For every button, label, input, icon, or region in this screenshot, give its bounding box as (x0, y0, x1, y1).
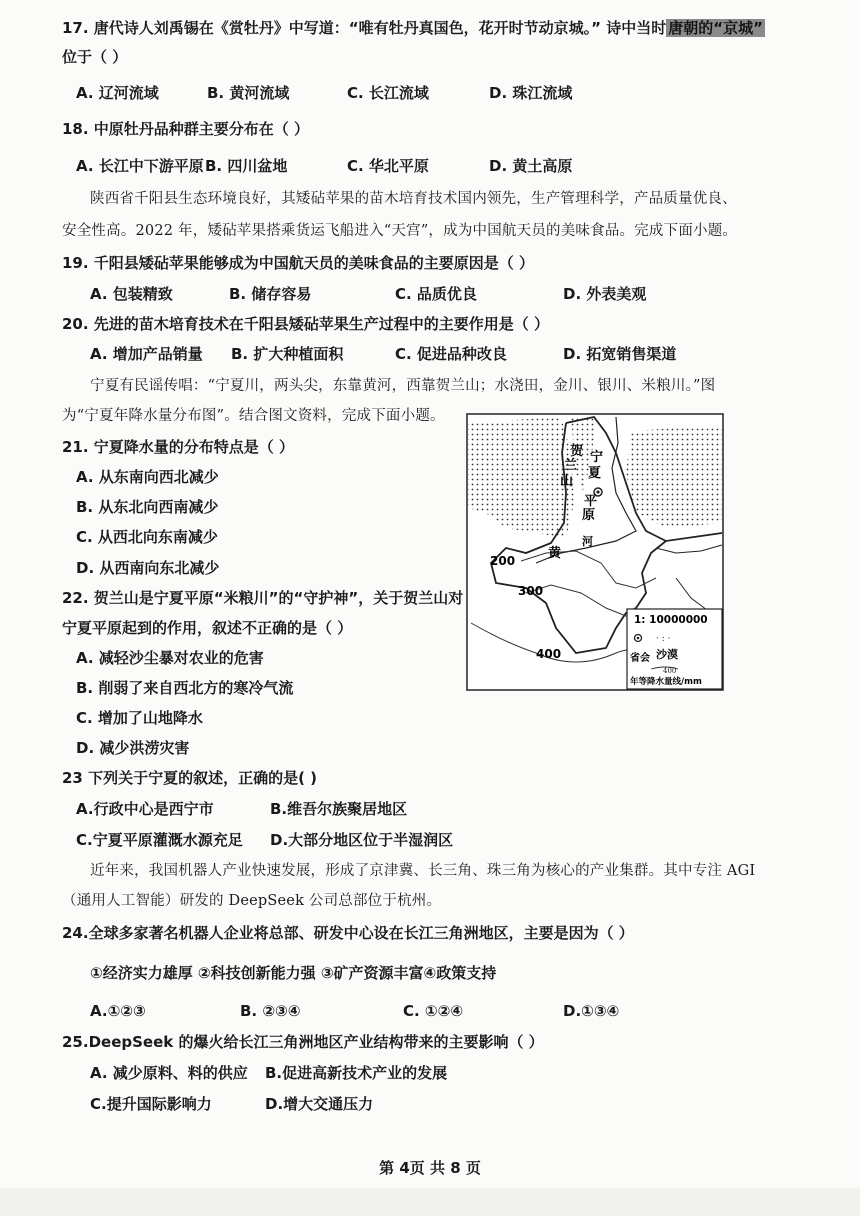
passage-robot-line2: （通用人工智能）研发的 DeepSeek 公司总部位于杭州。 (62, 893, 442, 909)
q25-stem: 25.DeepSeek 的爆火给长江三角洲地区产业结构带来的主要影响（ ） (62, 1033, 544, 1051)
legend-desert-dots-icon: · : · (656, 634, 671, 644)
q23-option-d: D.大部分地区位于半湿润区 (270, 831, 454, 849)
q25-option-b: B.促进高新技术产业的发展 (265, 1064, 448, 1082)
map-label-shan: 山 (560, 474, 574, 489)
legend-capital-label: 省会 (630, 653, 650, 664)
q24-option-d: D.①③④ (563, 1002, 620, 1020)
desert-east (626, 425, 722, 528)
ningxia-precipitation-map (466, 413, 724, 691)
q19-option-d: D. 外表美观 (563, 285, 647, 303)
passage-apple-line2: 安全性高。2022 年，矮砧苹果搭乘货运飞船进入“天宫”，成为中国航天员的美味食品。完成下面小题。 (62, 223, 738, 239)
q22-option-c: C. 增加了山地降水 (76, 709, 203, 727)
map-label-xia: 夏 (588, 466, 602, 481)
legend-isoline-value: 400 (663, 667, 677, 675)
passage-robot-line1: 近年来，我国机器人产业快速发展，形成了京津冀、长三角、珠三角为核心的产业集群。其中专注 AGI (90, 863, 756, 879)
q23-option-b: B.维吾尔族聚居地区 (270, 800, 408, 818)
legend-isoline-label: 年等降水量线/mm (630, 677, 702, 687)
q22-option-d: D. 减少洪涝灾害 (76, 739, 190, 757)
q17-option-d: D. 珠江流域 (489, 84, 573, 102)
q22-stem-line2: 宁夏平原起到的作用，叙述不正确的是（ ） (62, 619, 353, 637)
q17-stem-text: 17. 唐代诗人刘禹锡在《赏牡丹》中写道：“唯有牡丹真国色，花开时节动京城。” 诗中当时 (62, 19, 667, 37)
q18-option-d: D. 黄土高原 (489, 157, 573, 175)
q17-option-c: C. 长江流域 (347, 84, 429, 102)
q18-option-c: C. 华北平原 (347, 157, 429, 175)
q22-option-a: A. 减轻沙尘暴对农业的危害 (76, 649, 264, 667)
q22-stem-line1: 22. 贺兰山是宁夏平原“米粮川”的“守护神”，关于贺兰山对 (62, 589, 464, 607)
q19-option-c: C. 品质优良 (395, 285, 477, 303)
q24-option-c: C. ①②④ (403, 1002, 464, 1020)
q24-stem: 24.全球多家著名机器人企业将总部、研发中心设在长江三角洲地区，主要是因为（ ） (62, 924, 634, 942)
map-label-huang: 黄 (548, 546, 562, 561)
q20-option-c: C. 促进品种改良 (395, 345, 507, 363)
passage-apple-line1: 陕西省千阳县生态环境良好，其矮砧苹果的苗木培育技术国内领先，生产管理科学，产品质量优良、 (90, 191, 737, 207)
map-label-ping: 平 (584, 494, 598, 509)
q23-option-a: A.行政中心是西宁市 (76, 800, 214, 818)
q21-stem: 21. 宁夏降水量的分布特点是（ ） (62, 438, 295, 456)
q25-option-d: D.增大交通压力 (265, 1095, 374, 1113)
page-number: 第 4页 共 8 页 (379, 1159, 481, 1177)
q22-option-b: B. 削弱了来自西北方的寒冷气流 (76, 679, 294, 697)
q20-option-b: B. 扩大种植面积 (231, 345, 344, 363)
q19-option-b: B. 储存容易 (229, 285, 312, 303)
isoline-label-200: 200 (490, 554, 516, 568)
q17-stem (62, 17, 765, 39)
q21-option-b: B. 从东北向西南减少 (76, 498, 219, 516)
q17-highlight: 唐朝的“京城” (668, 19, 763, 37)
q20-option-a: A. 增加产品销量 (90, 345, 203, 363)
legend-desert-label: 沙漠 (656, 648, 678, 661)
q21-option-d: D. 从西南向东北减少 (76, 559, 220, 577)
q18-option-b: B. 四川盆地 (205, 157, 288, 175)
scan-bottom-edge (0, 1188, 860, 1216)
map-label-lan: 兰 (564, 458, 578, 473)
q23-stem: 23 下列关于宁夏的叙述，正确的是( ) (62, 769, 318, 787)
isoline-label-400: 400 (536, 647, 562, 661)
q25-option-a: A. 减少原料、料的供应 (90, 1064, 248, 1082)
q18-option-a: A. 长江中下游平原 (76, 157, 204, 175)
map-scale: 1: 10000000 (634, 614, 708, 626)
q21-option-c: C. 从西北向东南减少 (76, 528, 218, 546)
q20-stem: 20. 先进的苗木培育技术在千阳县矮砧苹果生产过程中的主要作用是（ ） (62, 315, 550, 333)
passage-ningxia-line1: 宁夏有民谣传唱：“宁夏川，两头尖，东靠黄河，西靠贺兰山；水浇田，金川、银川、米粮川。”图 (90, 378, 716, 394)
map-label-he: 贺 (570, 444, 584, 459)
q17-option-b: B. 黄河流域 (207, 84, 290, 102)
q21-option-a: A. 从东南向西北减少 (76, 468, 219, 486)
map-label-river: 河 (582, 535, 593, 548)
q19-stem: 19. 千阳县矮砧苹果能够成为中国航天员的美味食品的主要原因是（ ） (62, 254, 535, 272)
q18-stem: 18. 中原牡丹品种群主要分布在（ ） (62, 120, 310, 138)
q25-option-c: C.提升国际影响力 (90, 1095, 212, 1113)
isoline-label-300: 300 (518, 584, 544, 598)
q24-option-a: A.①②③ (90, 1002, 146, 1020)
q23-option-c: C.宁夏平原灌溉水源充足 (76, 831, 243, 849)
q19-option-a: A. 包装精致 (90, 285, 173, 303)
q17-stem-cont: 位于（ ） (62, 48, 128, 66)
q17-option-a: A. 辽河流域 (76, 84, 159, 102)
q20-option-d: D. 拓宽销售渠道 (563, 345, 677, 363)
map-label-yuan: 原 (582, 508, 596, 523)
map-label-ning: 宁 (590, 450, 604, 465)
q24-statements: ①经济实力雄厚 ②科技创新能力强 ③矿产资源丰富④政策支持 (90, 964, 497, 982)
passage-ningxia-line2: 为“宁夏年降水量分布图”。结合图文资料，完成下面小题。 (62, 408, 445, 424)
q24-option-b: B. ②③④ (240, 1002, 301, 1020)
legend-capital-dot (637, 637, 640, 640)
